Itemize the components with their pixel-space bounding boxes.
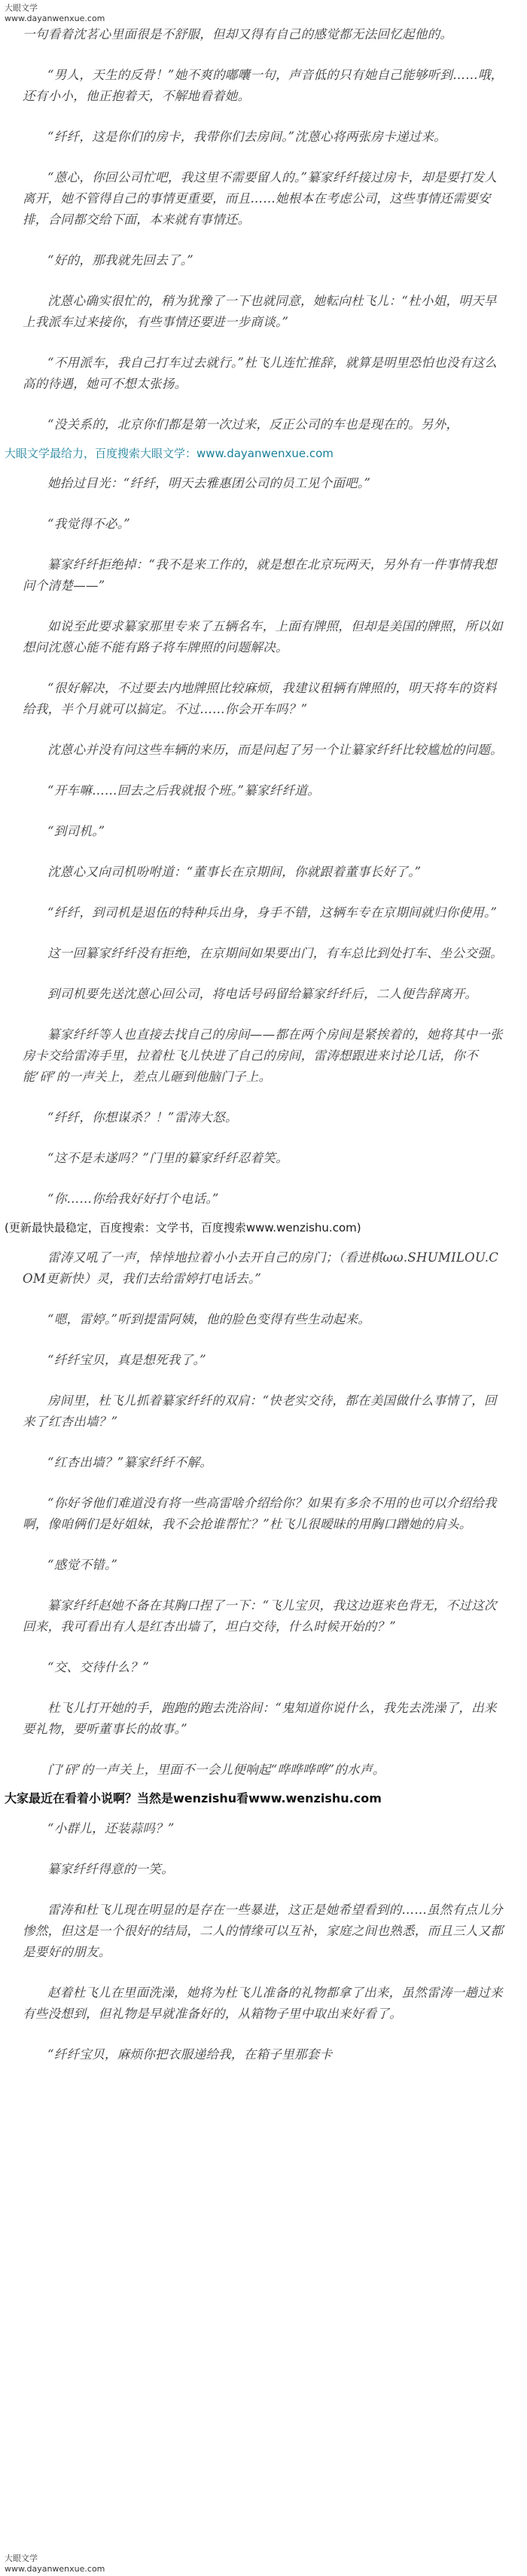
paragraph: “男人，天生的反骨！”她不爽的嘟囔一句，声音低的只有她自己能够听到……哦，还有小小，他正抱着天，不解地看着她。 bbox=[23, 68, 504, 103]
paragraph: 纂家纤纤得意的一笑。 bbox=[47, 1862, 174, 1876]
paragraph: “感觉不错。” bbox=[47, 1558, 118, 1572]
paragraph: “纤纤，这是你们的房卡，我带你们去房间。”沈蒽心将两张房卡递过来。 bbox=[47, 130, 447, 144]
paragraph: “你好爷他们难道没有将一些高雷啥介绍给你？如果有多余不用的也可以介绍给我啊，像咱俩们是好姐妹，我不会抢谁帮忙？”杜飞儿很暧昧的用胸口蹭她的肩头。 bbox=[23, 1496, 497, 1531]
site-footer bbox=[0, 2550, 527, 2576]
site-name: 大眼文学 bbox=[5, 3, 38, 13]
paragraph: “很好解决，不过要去内地牌照比较麻烦，我建议租辆有牌照的，明天将车的资料给我，半个月就可以搞定。不过……你会开车吗？” bbox=[23, 681, 497, 716]
article-body bbox=[0, 24, 527, 2065]
paragraph: “没关系的，北京你们都是第一次过来，反正公司的车也是现在的。另外， bbox=[47, 417, 459, 432]
paragraph: 房间里，杜飞儿抓着纂家纤纤的双肩：“快老实交待，都在美国做什么事情了，回来了红杏出墙？” bbox=[23, 1393, 497, 1429]
paragraph: 一句看着沈茗心里面很是不舒服，但却又得有自己的感觉都无法回忆起他的。 bbox=[23, 27, 453, 41]
site-url: www.dayanwenxue.com bbox=[5, 14, 105, 23]
footer-site-url: www.dayanwenxue.com bbox=[5, 2564, 105, 2574]
paragraph: “纤纤宝贝，麻烦你把衣服递给我，在箱子里那套卡 bbox=[47, 2047, 333, 2062]
site-header bbox=[0, 0, 527, 26]
paragraph: “到司机。” bbox=[47, 824, 105, 838]
paragraph: “蒽心，你回公司忙吧，我这里不需要留人的。”纂家纤纤接过房卡，却是要打发人离开，她不管得自己的事情更重要，而且……她根本在考虑公司，这些事情还需要安排，合同都交给下面，本来就有事情还。 bbox=[23, 170, 498, 227]
footer-site-name: 大眼文学 bbox=[5, 2553, 38, 2563]
paragraph: “纤纤，到司机是退伍的特种兵出身，身手不错，这辆车专在京期间就归你使用。” bbox=[47, 905, 498, 920]
paragraph: 她抬过目光：“纤纤，明天去雅惠团公司的员工见个面吧。” bbox=[47, 476, 371, 490]
paragraph: “纤纤，你想谋杀？！”雷涛大怒。 bbox=[47, 1110, 238, 1125]
paragraph: 纂家纤纤拒绝掉：“我不是来工作的，就是想在北京玩两天，另外有一件事情我想问个清楚——” bbox=[23, 557, 497, 593]
paragraph: 雷涛又吼了一声，悻悻地拉着小小去开自己的房门；（看进棋ωω.SHUMILOU.COM更新快）灵，我们去给雷婷打电话去。” bbox=[23, 1250, 499, 1286]
ad-banner[interactable]: (更新最快最稳定，百度搜索：文学书，百度搜索www.wenzishu.com) bbox=[5, 1221, 361, 1235]
paragraph: 如说至此要求纂家那里专来了五辆名车，上面有牌照，但却是美国的牌照，所以如想问沈蒽心能不能有路子将车牌照的问题解决。 bbox=[23, 619, 503, 655]
paragraph: 雷涛和杜飞儿现在明显的是存在一些暴进，这正是她希望看到的……虽然有点儿分惨然，但这是一个很好的结局，二人的情缘可以互补，家庭之间也熟悉，而且三人又都是要好的朋友。 bbox=[23, 1903, 504, 1959]
paragraph: 沈蒽心又向司机吩咐道：“董事长在京期间，你就跟着董事长好了。” bbox=[47, 865, 422, 879]
paragraph: “不用派车，我自己打车过去就行。”杜飞儿连忙推辞，就算是明里恐怕也没有这么高的待遇，她可不想太张扬。 bbox=[23, 356, 498, 391]
paragraph: 杜飞儿打开她的手，跑跑的跑去洗浴间：“鬼知道你说什么，我先去洗澡了，出来要礼物，要听董事长的故事。” bbox=[23, 1701, 497, 1736]
paragraph: “这不是未遂吗？”门里的纂家纤纤忍着笑。 bbox=[47, 1151, 288, 1165]
paragraph: “开车嘛……回去之后我就报个班。”纂家纤纤道。 bbox=[47, 783, 321, 798]
paragraph: 沈蒽心确实很忙的，稍为犹豫了一下也就同意，她転向杜飞儿：“杜小姐，明天早上我派车过来接你，有些事情还要进一步商谈。” bbox=[23, 294, 497, 329]
paragraph: “交、交待什么？” bbox=[47, 1660, 150, 1674]
paragraph: 门‘砰’的一声关上，里面不一会儿便响起“哗哗哗哗”的水声。 bbox=[47, 1763, 385, 1777]
ad-banner[interactable]: 大眼文学最给力，百度搜索大眼文学：www.dayanwenxue.com bbox=[5, 447, 334, 460]
paragraph: 到司机要先送沈蒽心回公司，将电话号码留给纂家纤纤后，二人便告辞离开。 bbox=[47, 987, 478, 1001]
ad-banner[interactable]: 大家最近在看着小说啊？当然是wenzishu看www.wenzishu.com bbox=[5, 1791, 382, 1805]
paragraph: 纂家纤纤赵她不备在其胸口捏了一下：“飞儿宝贝，我这边逛来色背无，不过这次回来，我可看出有人是红杏出墙了，坦白交待，什么时候开始的？” bbox=[23, 1598, 497, 1634]
paragraph: 这一回纂家纤纤没有拒绝，在京期间如果要出门，有车总比到处打车、坐公交强。 bbox=[47, 946, 503, 960]
paragraph: 赵着杜飞儿在里面洗澡，她将为杜飞儿准备的礼物都拿了出来，虽然雷涛一趟过来有些没想到，但礼物是早就准备好的，从箱物子里中取出来好看了。 bbox=[23, 1985, 503, 2021]
paragraph: “我觉得不必。” bbox=[47, 517, 131, 531]
paragraph: “好的，那我就先回去了。” bbox=[47, 253, 194, 267]
paragraph: “小群儿，还装蒜吗？” bbox=[47, 1821, 175, 1836]
paragraph: 沈蒽心并没有问这些车辆的来历，而是问起了另一个让纂家纤纤比较尴尬的问题。 bbox=[47, 743, 503, 757]
paragraph: 纂家纤纤等人也直接去找自己的房间——都在两个房间是紧挨着的，她将其中一张房卡交给雷涛手里，拉着杜飞儿快进了自己的房间，雷涛想跟进来讨论几话，你不能‘砰’的一声关上，差点儿砸到他脑门子上。 bbox=[23, 1027, 503, 1084]
paragraph: “嗯，雷婷。”听到提雷阿姨，他的脸色变得有些生动起来。 bbox=[47, 1312, 371, 1326]
paragraph: “你……你给我好好打个电话。” bbox=[47, 1192, 219, 1206]
paragraph: “红杏出墙？”纂家纤纤不解。 bbox=[47, 1455, 213, 1470]
paragraph: “纤纤宝贝，真是想死我了。” bbox=[47, 1353, 206, 1367]
